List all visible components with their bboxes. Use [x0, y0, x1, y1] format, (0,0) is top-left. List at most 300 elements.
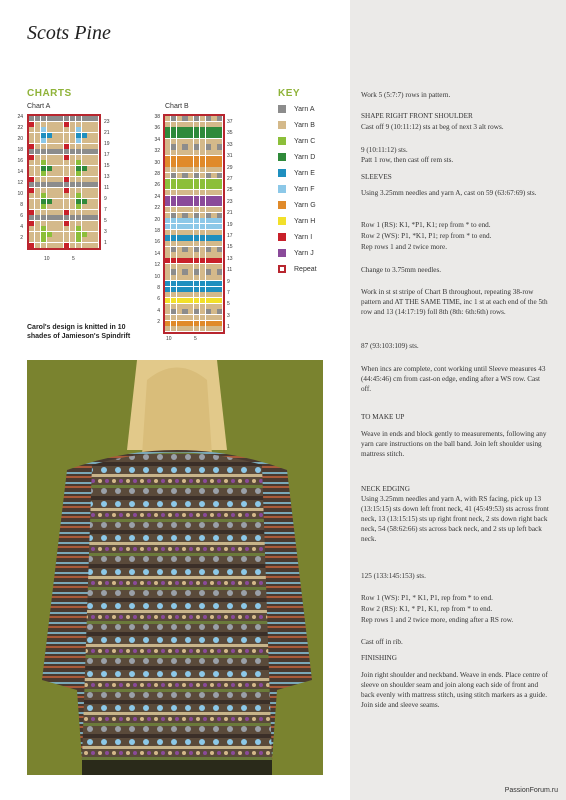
chart-cell: [165, 116, 170, 121]
chart-cell: [177, 207, 182, 212]
chart-cell: [200, 133, 205, 138]
chart-cell: [70, 138, 75, 143]
chart-cell: [177, 252, 182, 257]
chart-cell: [64, 138, 69, 143]
chart-cell: [87, 215, 92, 220]
chart-cell: [35, 204, 40, 209]
chart-cell: [82, 199, 87, 204]
key-label: Yarn B: [294, 121, 315, 129]
chart-cell: [35, 138, 40, 143]
chart-cell: [76, 215, 81, 220]
chart-cell: [47, 144, 52, 149]
chart-cell: [70, 237, 75, 242]
chart-cell: [87, 210, 92, 215]
chart-cell: [171, 139, 176, 144]
chart-cell: [47, 232, 52, 237]
chart-cell: [52, 155, 57, 160]
chart-cell: [70, 155, 75, 160]
chart-cell: [29, 237, 34, 242]
shape-shoulder-castoff: Patt 1 row, then cast off rem sts.: [361, 156, 454, 164]
chart-cell: [194, 252, 199, 257]
chart-cell: [52, 237, 57, 242]
photo-caption: Carol's design is knitted in 10 shades of Jamieson's Spindrift: [27, 324, 131, 340]
chart-cell: [87, 243, 92, 248]
chart-cell: [206, 179, 211, 184]
chart-cell: [47, 188, 52, 193]
chart-cell: [70, 144, 75, 149]
row-number: 14: [17, 169, 23, 175]
chart-cell: [182, 139, 187, 144]
chart-cell: [200, 241, 205, 246]
chart-cell: [206, 213, 211, 218]
chart-cell: [70, 232, 75, 237]
chart-cell: [82, 221, 87, 226]
chart-cell: [171, 321, 176, 326]
chart-cell: [35, 188, 40, 193]
chart-cell: [29, 215, 34, 220]
chart-cell: [41, 243, 46, 248]
chart-cell: [217, 247, 222, 252]
chart-cell: [177, 264, 182, 269]
chart-cell: [177, 281, 182, 286]
chart-cell: [188, 179, 193, 184]
chart-cell: [47, 182, 52, 187]
row-number: 20: [154, 216, 160, 223]
chart-cell: [76, 199, 81, 204]
chart-cell: [76, 237, 81, 242]
chart-cell: [76, 127, 81, 132]
chart-cell: [35, 127, 40, 132]
chart-cell: [217, 144, 222, 149]
chart-cell: [47, 116, 52, 121]
chart-cell: [177, 230, 182, 235]
chart-cell: [82, 232, 87, 237]
row-number: 30: [154, 159, 160, 166]
chart-cell: [188, 269, 193, 274]
chart-cell: [93, 138, 98, 143]
chart-cell: [188, 258, 193, 263]
chart-cell: [206, 133, 211, 138]
key-swatch: [278, 249, 286, 257]
chart-cell: [93, 188, 98, 193]
chart-cell: [41, 232, 46, 237]
chart-cell: [93, 127, 98, 132]
chart-cell: [87, 133, 92, 138]
sleeves-cast-on: Using 3.25mm needles and yarn A, cast on 59 (63:67:69) sts.: [361, 189, 537, 197]
chart-cell: [182, 281, 187, 286]
chart-cell: [165, 127, 170, 132]
chart-cell: [165, 304, 170, 309]
chart-cell: [188, 264, 193, 269]
chart-cell: [165, 264, 170, 269]
chart-cell: [206, 190, 211, 195]
chart-cell: [171, 287, 176, 292]
row-number: 23: [104, 119, 110, 125]
chart-cell: [182, 150, 187, 155]
chart-cell: [182, 264, 187, 269]
sleeves-heading: SLEEVES: [361, 173, 392, 181]
chart-cell: [29, 144, 34, 149]
chart-cell: [182, 315, 187, 320]
chart-cell: [182, 230, 187, 235]
chart-cell: [182, 321, 187, 326]
chart-cell: [177, 167, 182, 172]
chart-cell: [194, 304, 199, 309]
chart-cell: [64, 127, 69, 132]
chart-cell: [165, 230, 170, 235]
row-number: 4: [157, 307, 160, 314]
chart-cell: [194, 196, 199, 201]
chart-cell: [165, 150, 170, 155]
chart-cell: [87, 182, 92, 187]
chart-cell: [87, 171, 92, 176]
chart-cell: [217, 298, 222, 303]
chart-cell: [194, 201, 199, 206]
chart-cell: [194, 230, 199, 235]
row-number: 19: [104, 141, 110, 147]
row-number: 16: [17, 158, 23, 164]
chart-cell: [29, 166, 34, 171]
row-number: 29: [227, 164, 233, 171]
row-number: 13: [227, 255, 233, 262]
chart-cell: [188, 161, 193, 166]
chart-cell: [171, 247, 176, 252]
chart-cell: [41, 221, 46, 226]
row-number: 28: [154, 171, 160, 177]
key-item: [278, 152, 315, 162]
chart-cell: [52, 122, 57, 127]
chart-cell: [76, 182, 81, 187]
chart-cell: [217, 156, 222, 161]
chart-cell: [182, 258, 187, 263]
chart-cell: [35, 226, 40, 231]
row-number: 27: [227, 176, 233, 182]
chart-cell: [188, 298, 193, 303]
key-label: Yarn I: [294, 233, 313, 241]
key-item: [278, 232, 312, 242]
chart-cell: [211, 207, 216, 212]
chart-cell: [188, 235, 193, 240]
chart-cell: [211, 150, 216, 155]
chart-cell: [211, 184, 216, 189]
chart-cell: [177, 133, 182, 138]
chart-cell: [206, 287, 211, 292]
chart-cell: [29, 243, 34, 248]
chart-cell: [182, 122, 187, 127]
key-label: Yarn E: [294, 169, 315, 177]
chart-cell: [194, 139, 199, 144]
row-number: 10: [154, 273, 160, 280]
row-number: 23: [227, 198, 233, 205]
chart-cell: [217, 179, 222, 184]
chart-cell: [87, 155, 92, 160]
chart-cell: [194, 298, 199, 303]
chart-cell: [211, 173, 216, 178]
chart-cell: [29, 204, 34, 209]
chart-cell: [41, 177, 46, 182]
chart-cell: [206, 224, 211, 229]
chart-cell: [171, 218, 176, 223]
chart-cell: [165, 269, 170, 274]
row-number: 22: [17, 125, 23, 131]
chart-cell: [188, 122, 193, 127]
chart-cell: [64, 133, 69, 138]
row-number: 33: [227, 141, 233, 148]
chart-cell: [35, 116, 40, 121]
chart-cell: [182, 173, 187, 178]
chart-cell: [211, 190, 216, 195]
chart-cell: [47, 127, 52, 132]
chart-cell: [70, 215, 75, 220]
chart-cell: [58, 221, 63, 226]
chart-cell: [194, 190, 199, 195]
chart-cell: [171, 144, 176, 149]
chart-cell: [171, 292, 176, 297]
chart-cell: [76, 166, 81, 171]
chart-cell: [217, 269, 222, 274]
row-number: 9: [227, 278, 230, 285]
chart-cell: [217, 287, 222, 292]
key-label: Yarn C: [294, 137, 316, 145]
chart-cell: [182, 144, 187, 149]
chart-cell: [82, 155, 87, 160]
chart-cell: [211, 281, 216, 286]
sweater-photo: [27, 360, 323, 775]
chart-cell: [64, 155, 69, 160]
chart-cell: [177, 156, 182, 161]
chart-cell: [188, 281, 193, 286]
row-number: 21: [227, 210, 233, 217]
row-number: 6: [157, 296, 160, 303]
chart-cell: [188, 156, 193, 161]
chart-cell: [58, 232, 63, 237]
chart-cell: [165, 179, 170, 184]
row-number: 36: [154, 125, 160, 132]
chart-cell: [206, 304, 211, 309]
chart-cell: [217, 150, 222, 155]
chart-cell: [206, 201, 211, 206]
chart-cell: [188, 287, 193, 292]
chart-cell: [93, 166, 98, 171]
chart-cell: [35, 155, 40, 160]
chart-cell: [182, 201, 187, 206]
sleeves-repeat: Rep rows 1 and 2 twice more.: [361, 243, 448, 251]
chart-cell: [64, 122, 69, 127]
chart-cell: [70, 226, 75, 231]
chart-cell: [41, 166, 46, 171]
chart-cell: [29, 182, 34, 187]
chart-cell: [165, 122, 170, 127]
chart-cell: [211, 156, 216, 161]
row-number: 22: [154, 205, 160, 212]
chart-cell: [182, 161, 187, 166]
row-number: 12: [154, 262, 160, 269]
chart-cell: [200, 252, 205, 257]
chart-cell: [64, 116, 69, 121]
chart-cell: [41, 133, 46, 138]
chart-cell: [200, 196, 205, 201]
chart-cell: [58, 188, 63, 193]
row-number: 15: [104, 163, 110, 169]
chart-cell: [182, 235, 187, 240]
chart-cell: [206, 196, 211, 201]
chart-cell: [211, 258, 216, 263]
chart-cell: [182, 304, 187, 309]
chart-cell: [87, 149, 92, 154]
key-label: Yarn A: [294, 105, 315, 113]
chart-a-grid: [27, 114, 101, 250]
chart-cell: [64, 177, 69, 182]
chart-cell: [188, 230, 193, 235]
chart-cell: [211, 201, 216, 206]
chart-cell: [188, 292, 193, 297]
row-number: 17: [104, 152, 110, 158]
chart-cell: [182, 213, 187, 218]
chart-cell: [35, 221, 40, 226]
chart-cell: [206, 122, 211, 127]
chart-cell: [171, 304, 176, 309]
chart-cell: [165, 190, 170, 195]
row-number: 26: [154, 182, 160, 189]
chart-cell: [200, 287, 205, 292]
chart-cell: [58, 149, 63, 154]
chart-cell: [177, 235, 182, 240]
chart-cell: [70, 149, 75, 154]
chart-cell: [82, 193, 87, 198]
chart-cell: [206, 156, 211, 161]
chart-cell: [29, 221, 34, 226]
chart-cell: [64, 182, 69, 187]
chart-cell: [87, 127, 92, 132]
chart-cell: [217, 321, 222, 326]
chart-cell: [41, 160, 46, 165]
chart-cell: [35, 215, 40, 220]
chart-cell: [29, 199, 34, 204]
chart-cell: [211, 230, 216, 235]
chart-cell: [52, 182, 57, 187]
chart-cell: [194, 207, 199, 212]
key-label: Yarn F: [294, 185, 315, 193]
chart-cell: [165, 161, 170, 166]
chart-cell: [165, 144, 170, 149]
key-swatch: [278, 169, 286, 177]
chart-cell: [194, 161, 199, 166]
chart-cell: [35, 122, 40, 127]
chart-cell: [217, 241, 222, 246]
chart-cell: [165, 133, 170, 138]
chart-cell: [206, 161, 211, 166]
chart-cell: [52, 138, 57, 143]
charts-heading: CHARTS: [27, 88, 72, 99]
chart-cell: [217, 207, 222, 212]
chart-cell: [211, 122, 216, 127]
chart-cell: [182, 309, 187, 314]
chart-cell: [47, 237, 52, 242]
chart-cell: [41, 215, 46, 220]
key-item: [278, 264, 317, 274]
chart-cell: [29, 226, 34, 231]
chart-cell: [194, 184, 199, 189]
neck-edging-heading: NECK EDGING: [361, 485, 410, 493]
chart-cell: [217, 315, 222, 320]
chart-cell: [211, 133, 216, 138]
chart-cell: [52, 177, 57, 182]
chart-cell: [64, 215, 69, 220]
chart-cell: [194, 264, 199, 269]
chart-cell: [171, 281, 176, 286]
chart-cell: [211, 309, 216, 314]
neck-edging-sts: 125 (133:145:153) sts.: [361, 572, 426, 580]
chart-cell: [182, 190, 187, 195]
chart-cell: [35, 237, 40, 242]
chart-cell: [200, 275, 205, 280]
chart-cell: [188, 315, 193, 320]
chart-cell: [211, 304, 216, 309]
chart-cell: [177, 224, 182, 229]
chart-cell: [188, 241, 193, 246]
chart-cell: [194, 275, 199, 280]
chart-cell: [217, 258, 222, 263]
chart-cell: [70, 116, 75, 121]
row-number: 7: [227, 290, 230, 296]
chart-cell: [206, 315, 211, 320]
row-number: 18: [17, 147, 23, 153]
chart-cell: [206, 252, 211, 257]
chart-cell: [29, 177, 34, 182]
row-number: 9: [104, 196, 107, 202]
chart-cell: [76, 243, 81, 248]
chart-cell: [177, 315, 182, 320]
chart-cell: [177, 269, 182, 274]
chart-cell: [177, 179, 182, 184]
chart-cell: [194, 309, 199, 314]
chart-cell: [35, 193, 40, 198]
row-number: 25: [227, 187, 233, 194]
change-needles: Change to 3.75mm needles.: [361, 266, 442, 274]
chart-cell: [29, 149, 34, 154]
shape-shoulder-sts: 9 (10:11:12) sts.: [361, 146, 408, 154]
chart-cell: [177, 321, 182, 326]
chart-cell: [200, 173, 205, 178]
chart-cell: [200, 161, 205, 166]
key-item: [278, 120, 315, 130]
chart-cell: [35, 166, 40, 171]
chart-cell: [211, 315, 216, 320]
chart-cell: [194, 116, 199, 121]
chart-cell: [41, 210, 46, 215]
chart-cell: [87, 160, 92, 165]
chart-cell: [64, 199, 69, 204]
chart-cell: [171, 196, 176, 201]
chart-cell: [177, 122, 182, 127]
chart-cell: [87, 166, 92, 171]
chart-cell: [29, 171, 34, 176]
chart-cell: [211, 161, 216, 166]
chart-cell: [70, 122, 75, 127]
chart-cell: [47, 160, 52, 165]
chart-cell: [47, 177, 52, 182]
row-number: 15: [227, 244, 233, 251]
chart-cell: [82, 182, 87, 187]
chart-cell: [188, 207, 193, 212]
chart-cell: [87, 144, 92, 149]
chart-cell: [64, 226, 69, 231]
chart-cell: [58, 199, 63, 204]
key-label: Yarn G: [294, 201, 316, 209]
row-number: 1: [104, 240, 107, 246]
key-swatch: [278, 105, 286, 113]
chart-cell: [211, 269, 216, 274]
